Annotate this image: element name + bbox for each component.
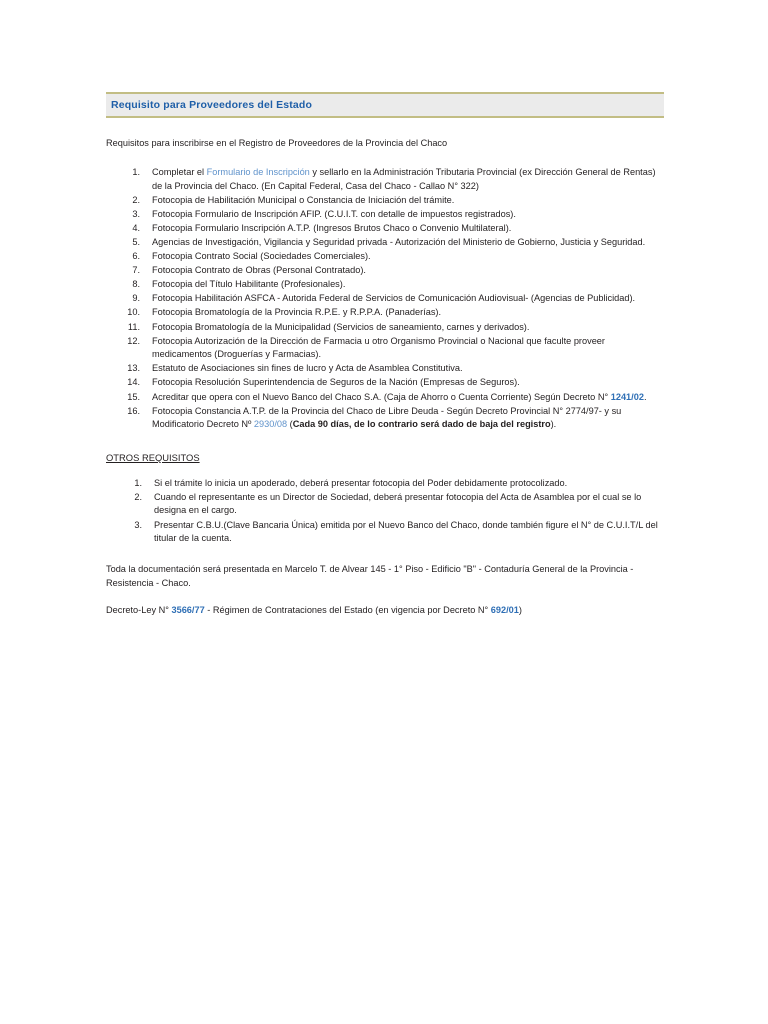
list-item-number: 13. [127, 363, 140, 374]
inline-text: Acreditar que opera con el Nuevo Banco del Chaco S.A. (Caja de Ahorro o Cuenta Corriente) Según Decreto N° [152, 391, 611, 402]
document-content [106, 92, 664, 629]
list-item [106, 391, 664, 405]
page-title-band [106, 92, 664, 118]
list-item-number: 14. [127, 377, 140, 388]
inline-text: Fotocopia Bromatología de la Provincia R.P.E. y R.P.P.A. (Panaderías). [152, 307, 442, 318]
list-item-number: 4. [132, 222, 140, 233]
inline-text: Fotocopia Formulario de Inscripción AFIP. (C.U.I.T. con detalle de impuestos registrados). [152, 208, 516, 219]
list-item-number: 3. [132, 208, 140, 219]
list-item-text [152, 377, 520, 387]
inline-text: ( [287, 419, 293, 430]
inline-text: Decreto-Ley N° [106, 604, 172, 615]
inline-text: Fotocopia Habilitación ASFCA - Autorida Federal de Servicios de Comunicación Audiovisual- (Agencias de Publicidad). [152, 293, 636, 304]
list-item-number: 10. [127, 307, 140, 318]
list-item-number: 3. [134, 519, 142, 530]
list-item-text [152, 293, 635, 303]
address-note: Toda la documentación será presentada en Marcelo T. de Alvear 145 - 1° Piso - Edificio "B" - Contaduría General de la Provincia - Resistencia - Chaco. [106, 563, 634, 588]
list-item-number: 6. [132, 251, 140, 262]
list-item-text [154, 520, 658, 544]
inline-decree-link[interactable]: 3566/77 [171, 604, 205, 615]
list-item-text [152, 223, 511, 233]
list-item [106, 250, 664, 264]
list-item [106, 208, 664, 222]
list-item-text [152, 392, 647, 402]
inline-link[interactable]: 2930/08 [253, 419, 288, 430]
list-item [106, 278, 664, 292]
inline-decree-link[interactable]: 692/01 [490, 604, 519, 615]
other-requirements-heading-wrap [106, 448, 664, 477]
list-item [106, 306, 664, 320]
intro-paragraph: Requisitos para inscribirse en el Registro de Proveedores de la Provincia del Chaco [106, 138, 448, 148]
list-item-text [152, 209, 516, 219]
inline-link[interactable]: Formulario de Inscripción [206, 167, 310, 177]
decree-line [106, 603, 664, 617]
main-requirements-list [106, 166, 664, 432]
inline-text: Fotocopia Constancia A.T.P. de la Provincia del Chaco de Libre Deuda - Según Decreto Provincial N° 2774/97- y su Modificatorio Decreto Nº [152, 405, 622, 430]
list-item-number: 7. [132, 265, 140, 276]
list-item-text [152, 322, 529, 332]
list-item-text [152, 195, 454, 205]
list-item-text [152, 363, 463, 373]
inline-text: Fotocopia Resolución Superintendencia de Seguros de la Nación (Empresas de Seguros). [152, 377, 520, 388]
inline-text: Fotocopia Autorización de la Dirección de Farmacia u otro Organismo Provincial o Nacional que faculte proveer medicamentos (Droguerías y Farmacias). [152, 335, 605, 360]
list-item [106, 477, 664, 491]
list-item [106, 222, 664, 236]
list-item [106, 166, 664, 193]
list-item-number: 16. [127, 405, 140, 416]
list-item-number: 5. [132, 236, 140, 247]
other-requirements-heading: OTROS REQUISITOS [106, 451, 200, 463]
inline-text: Estatuto de Asociaciones sin fines de lucro y Acta de Asamblea Constitutiva. [152, 363, 463, 374]
inline-text: Completar el [152, 167, 207, 177]
list-item-number: 12. [127, 335, 140, 346]
list-item-text [154, 492, 641, 516]
list-item [106, 264, 664, 278]
inline-text: Fotocopia de Habilitación Municipal o Constancia de Iniciación del trámite. [152, 194, 455, 205]
list-item-text [152, 251, 371, 261]
list-item [106, 335, 664, 362]
list-item [106, 376, 664, 390]
inline-text: ). [550, 419, 557, 430]
other-requirements-list [106, 477, 664, 546]
inline-text: Cuando el representante es un Director de Sociedad, deberá presentar fotocopia del Acta de Asamblea por el cual se lo designa en el cargo. [154, 491, 642, 516]
list-item-text [152, 237, 645, 247]
list-item-text [152, 336, 605, 360]
inline-text: Agencias de Investigación, Vigilancia y Seguridad privada - Autorización del Ministerio de Gobierno, Justicia y Seguridad. [152, 236, 646, 247]
page-title: Requisito para Proveedores del Estado [111, 98, 313, 111]
list-item [106, 405, 664, 432]
list-item-number: 1. [134, 477, 142, 488]
list-item-number: 8. [132, 279, 140, 290]
list-item [106, 491, 664, 518]
list-item-text [152, 167, 656, 191]
list-item-text [152, 307, 441, 317]
list-item-number: 1. [132, 167, 140, 177]
list-item [106, 194, 664, 208]
inline-text: - Régimen de Contrataciones del Estado (en vigencia por Decreto N° [204, 604, 491, 615]
list-item-number: 2. [132, 194, 140, 205]
inline-decree-link[interactable]: 1241/02 [610, 391, 644, 402]
list-item-text [152, 406, 621, 430]
inline-text: Fotocopia Bromatología de la Municipalidad (Servicios de saneamiento, carnes y derivados). [152, 321, 530, 332]
inline-text: Si el trámite lo inicia un apoderado, deberá presentar fotocopia del Poder debidamente protocolizado. [154, 477, 568, 488]
inline-text: Fotocopia del Título Habilitante (Profesionales). [152, 279, 346, 290]
list-item-text [152, 279, 345, 289]
list-item [106, 519, 664, 546]
list-item [106, 236, 664, 250]
list-item [106, 292, 664, 306]
list-item-number: 15. [127, 391, 140, 402]
inline-text: Fotocopia Contrato de Obras (Personal Contratado). [152, 265, 366, 276]
list-item-text [154, 478, 567, 488]
list-item [106, 362, 664, 376]
list-item [106, 321, 664, 335]
inline-text: ) [518, 604, 522, 615]
inline-text: Fotocopia Contrato Social (Sociedades Comerciales). [152, 251, 371, 262]
list-item-number: 9. [132, 293, 140, 304]
inline-emphasis: Cada 90 días, de lo contrario será dado de baja del registro [292, 419, 551, 430]
list-item-text [152, 265, 366, 275]
inline-text: Presentar C.B.U.(Clave Bancaria Única) emitida por el Nuevo Banco del Chaco, donde también figure el N° de C.U.I.T/L del titular de la cuenta. [154, 519, 658, 544]
list-item-number: 2. [134, 491, 142, 502]
inline-text: y sellarlo en la Administración Tributaria Provincial (ex Dirección General de Rentas) de la Provincia del Chaco. (En Capital Federal, Casa del Chaco - Callao N° 322) [152, 167, 656, 191]
inline-text: Fotocopia Formulario Inscripción A.T.P. (Ingresos Brutos Chaco o Convenio Multilateral). [152, 222, 512, 233]
list-item-number: 11. [127, 321, 140, 332]
inline-text: . [643, 391, 647, 402]
